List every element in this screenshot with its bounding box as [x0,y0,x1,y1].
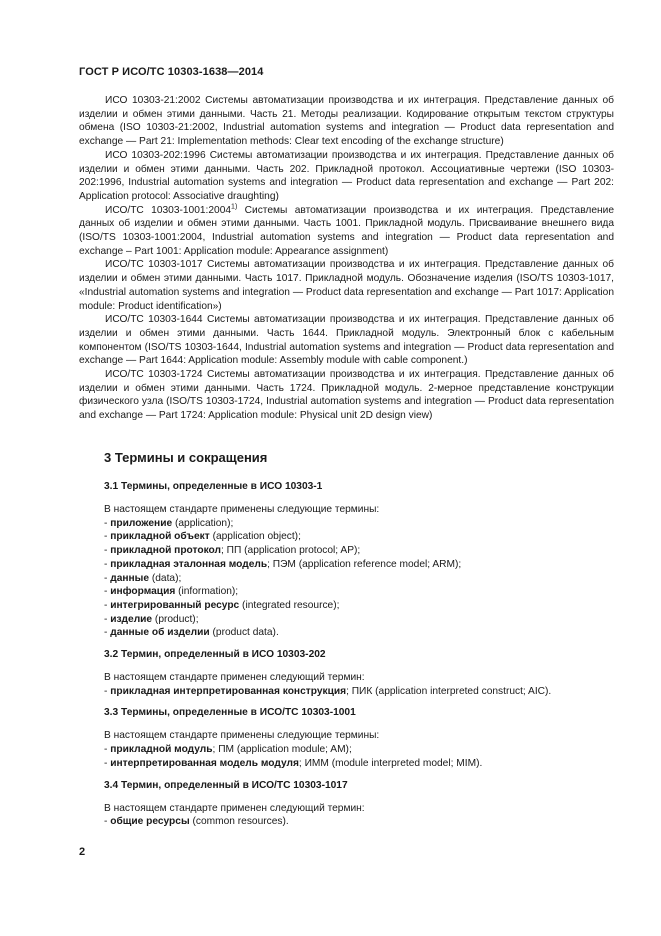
reference-text: ИСО/ТС 10303-1017 Системы автоматизации производства и их интеграция. Представление данных об изделии и обмен этими данными. Часть 1017. Прикладной модуль. Обозначение изделия (ISO/TS 10303-1017, «Industrial automation systems and integration — Product data representation and exchange — Part 1017: Application module: Product identification») [79,259,614,312]
term-name: прикладная эталонная модель [110,558,268,570]
terms-section [104,480,614,837]
reference-text: ИСО 10303-21:2002 Системы автоматизации производства и их интеграция. Представление данных об изделии и обмен этими данными. Часть 21. Методы реализации. Кодирование открытым текстом структуры обмена (ISO 10303-21:2002, Industrial automation systems and integration — Product data representation and exchange — Part 21: Implementation methods: Clear text encoding of the exchange structure) [79,95,614,148]
list-item: - прикладной протокол; ПП (application protocol; AP); [104,545,361,557]
subsection-3-3 [104,706,614,770]
page-number: 2 [79,846,86,858]
subsection-title: 3.3 Термины, определенные в ИСО/ТС 10303-1001 [104,707,356,719]
term-name: данные об изделии [110,627,210,639]
footnote-marker: 1) [231,203,238,211]
subsection-intro: В настоящем стандарте применены следующие термины: [104,730,380,742]
list-item: - прикладная эталонная модель; ПЭМ (application reference model; ARM); [104,558,462,570]
reference-paragraph [79,258,614,313]
reference-paragraph [79,94,614,149]
subsection-3-4 [104,779,614,829]
term-name: прикладной протокол [110,545,221,557]
reference-paragraph [79,313,614,368]
reference-text: ИСО/ТС 10303-1644 Системы автоматизации производства и их интеграция. Представление данных об изделии и обмен этими данными. Часть 1644. Прикладной модуль. Электронный блок с кабельным компонентом (ISO/TS 10303-1644, Industrial automation systems and integration — Product data representation and exchange — Part 1644: Application module: Assembly module with cable component.) [79,314,614,367]
list-item: - общие ресурсы (common resources). [104,816,289,828]
subsection-title: 3.1 Термины, определенные в ИСО 10303-1 [104,481,323,492]
reference-paragraph [79,368,614,423]
list-item: - прикладной модуль; ПМ (application module; AM); [104,744,352,756]
list-item: - данные об изделии (product data). [104,627,279,639]
subsection-intro: В настоящем стандарте применены следующие термины: [104,504,380,515]
term-name: интегрированный ресурс [110,599,240,611]
reference-paragraph [79,149,614,204]
subsection-3-2 [104,648,614,698]
section-title: 3 Термины и сокращения [104,450,268,465]
reference-text: Системы автоматизации производства и их интеграция. Представление данных об изделии и обмен этими данными. Часть 1001. Прикладной модуль. Присваивание внешнего вида (ISO/TS 10303-1001:2004, Industrial automation systems and integration — Product data representation and exchange – Part 1001: Application module: Appearance assignment) [79,204,614,257]
subsection-title: 3.4 Термин, определенный в ИСО/ТС 10303-1017 [104,779,348,791]
subsection-3-1 [104,480,614,640]
reference-text: ИСО 10303-202:1996 Системы автоматизации производства и их интеграция. Представление данных об изделии и обмен этими данными. Часть 202. Прикладной протокол. Ассоциативные чертежи (ISO 10303-202:1996, Industrial automation systems and integration — Product data representation and exchange — Part 202: Application protocol: Associative draughting) [79,149,614,202]
normative-references [79,94,614,423]
term-name: общие ресурсы [110,816,190,828]
term-list [104,815,614,829]
document-header: ГОСТ Р ИСО/ТС 10303-1638—2014 [79,66,264,78]
reference-text: ИСО/ТС 10303-1724 Системы автоматизации производства и их интеграция. Представление данных об изделии и обмен этими данными. Часть 1724. Прикладной модуль. 2-мерное представление конструкции физического узла (ISO/TS 10303-1724, Industrial automation systems and integration — Product data representation and exchange — Part 1724: Application module: Physical unit 2D design view) [79,369,614,422]
term-name: прикладной модуль [110,744,213,756]
term-name: интерпретированная модель модуля [110,757,299,769]
term-name: информация [110,586,176,598]
term-name: прикладной объект [110,531,210,543]
subsection-intro: В настоящем стандарте применен следующий термин: [104,672,365,684]
term-list [104,743,614,770]
list-item: - прикладная интерпретированная конструкция; ПИК (application interpreted construct; AIC). [104,685,552,697]
term-list [104,517,614,640]
reference-text: ИСО/ТС 10303-1001:2004 [105,204,232,216]
list-item: - изделие (product); [104,613,199,625]
subsection-intro: В настоящем стандарте применен следующий термин: [104,802,365,814]
list-item: - информация (information); [104,586,239,598]
term-name: прикладная интерпретированная конструкция [110,685,347,697]
term-list [104,685,614,699]
term-name: изделие [110,613,153,625]
list-item: - данные (data); [104,572,182,584]
list-item: - интегрированный ресурс (integrated resource); [104,599,340,611]
term-name: приложение [110,517,173,529]
reference-paragraph [79,204,614,259]
term-name: данные [110,572,150,584]
subsection-title: 3.2 Термин, определенный в ИСО 10303-202 [104,649,326,661]
list-item: - интерпретированная модель модуля; ИММ (module interpreted model; MIM). [104,757,483,769]
list-item: - прикладной объект (application object); [104,531,301,543]
list-item: - приложение (application); [104,517,234,529]
